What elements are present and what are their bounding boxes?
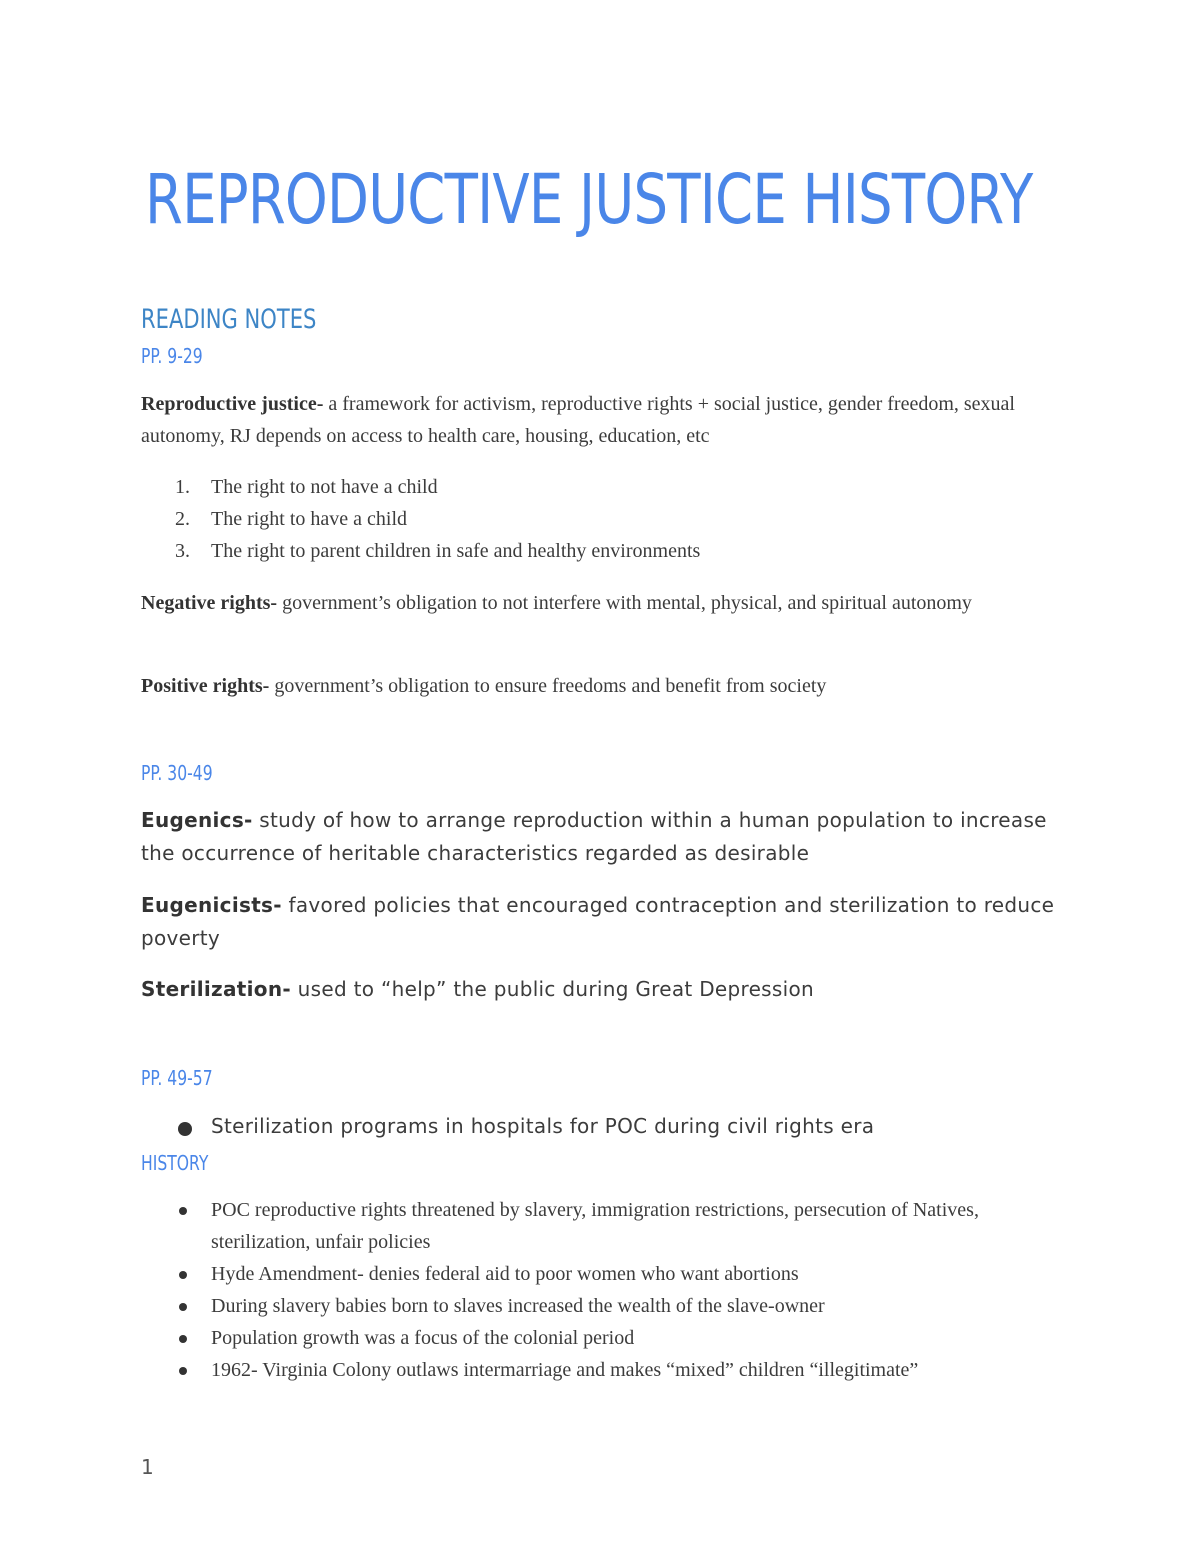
- pp-30-49-heading: PP. 30-49: [141, 761, 213, 785]
- list-item: [141, 503, 700, 535]
- list-item-text: The right to not have a child: [211, 476, 438, 498]
- list-item-text: POC reproductive rights threatened by slavery, immigration restrictions, persecution of Natives, sterilization, unfair policies: [211, 1199, 979, 1253]
- reading-notes-heading: READING NOTES: [141, 304, 317, 335]
- list-item: [141, 1194, 1056, 1258]
- eugenics-definition: [141, 804, 1056, 870]
- list-item-text: The right to have a child: [211, 508, 408, 530]
- list-item: [141, 471, 700, 503]
- pp-49-57-heading: PP. 49-57: [141, 1066, 213, 1090]
- definition-text: study of how to arrange reproduction within a human population to increase the occurrence of heritable characteristics regarded as desirable: [141, 808, 1047, 865]
- list-item-text: Sterilization programs in hospitals for POC during civil rights era: [211, 1114, 875, 1138]
- bullet-icon: [179, 1367, 187, 1375]
- history-heading: HISTORY: [141, 1151, 209, 1175]
- term-eugenicists: Eugenicists-: [141, 893, 282, 917]
- document-title: REPRODUCTIVE JUSTICE HISTORY: [145, 160, 1033, 240]
- term-negative-rights: Negative rights-: [141, 592, 278, 614]
- pp-49-57-list: [141, 1110, 874, 1142]
- reproductive-justice-definition: [141, 388, 1056, 452]
- bullet-icon: [179, 1207, 187, 1215]
- bullet-icon: [178, 1122, 192, 1136]
- list-item: [141, 1354, 1056, 1386]
- list-item: [141, 1322, 1056, 1354]
- term-reproductive-justice: Reproductive justice-: [141, 393, 324, 415]
- term-sterilization: Sterilization-: [141, 977, 291, 1001]
- history-list: [141, 1194, 1056, 1386]
- definition-text: a framework for activism, reproductive rights + social justice, gender freedom, sexual autonomy, RJ depends on access to health care, housing, education, etc: [141, 393, 1015, 447]
- term-positive-rights: Positive rights-: [141, 675, 270, 697]
- definition-text: government’s obligation to ensure freedoms and benefit from society: [269, 675, 827, 697]
- definition-text: used to “help” the public during Great Depression: [291, 977, 814, 1001]
- list-item: [141, 1258, 1056, 1290]
- bullet-icon: [179, 1271, 187, 1279]
- definition-text: government’s obligation to not interfere with mental, physical, and spiritual autonomy: [277, 592, 972, 614]
- list-item-text: Hyde Amendment- denies federal aid to poor women who want abortions: [211, 1263, 799, 1285]
- list-number: 2.: [175, 508, 190, 530]
- list-number: 3.: [175, 540, 190, 562]
- list-item-text: Population growth was a focus of the colonial period: [211, 1327, 635, 1349]
- sterilization-definition: [141, 973, 1056, 1006]
- bullet-icon: [179, 1303, 187, 1311]
- list-item-text: The right to parent children in safe and healthy environments: [211, 540, 701, 562]
- list-item-text: 1962- Virginia Colony outlaws intermarriage and makes “mixed” children “illegitimate”: [211, 1359, 919, 1381]
- positive-rights-definition: [141, 670, 1056, 702]
- bullet-icon: [179, 1335, 187, 1343]
- negative-rights-definition: [141, 587, 1056, 619]
- rights-list: [141, 471, 700, 567]
- eugenicists-definition: [141, 889, 1056, 955]
- list-number: 1.: [175, 476, 190, 498]
- term-eugenics: Eugenics-: [141, 808, 253, 832]
- pp-9-29-heading: PP. 9-29: [141, 344, 203, 368]
- definition-text: favored policies that encouraged contraception and sterilization to reduce poverty: [141, 893, 1055, 950]
- list-item: [141, 535, 700, 567]
- list-item: [141, 1110, 874, 1142]
- page-number: 1: [141, 1455, 154, 1479]
- list-item-text: During slavery babies born to slaves increased the wealth of the slave-owner: [211, 1295, 825, 1317]
- list-item: [141, 1290, 1056, 1322]
